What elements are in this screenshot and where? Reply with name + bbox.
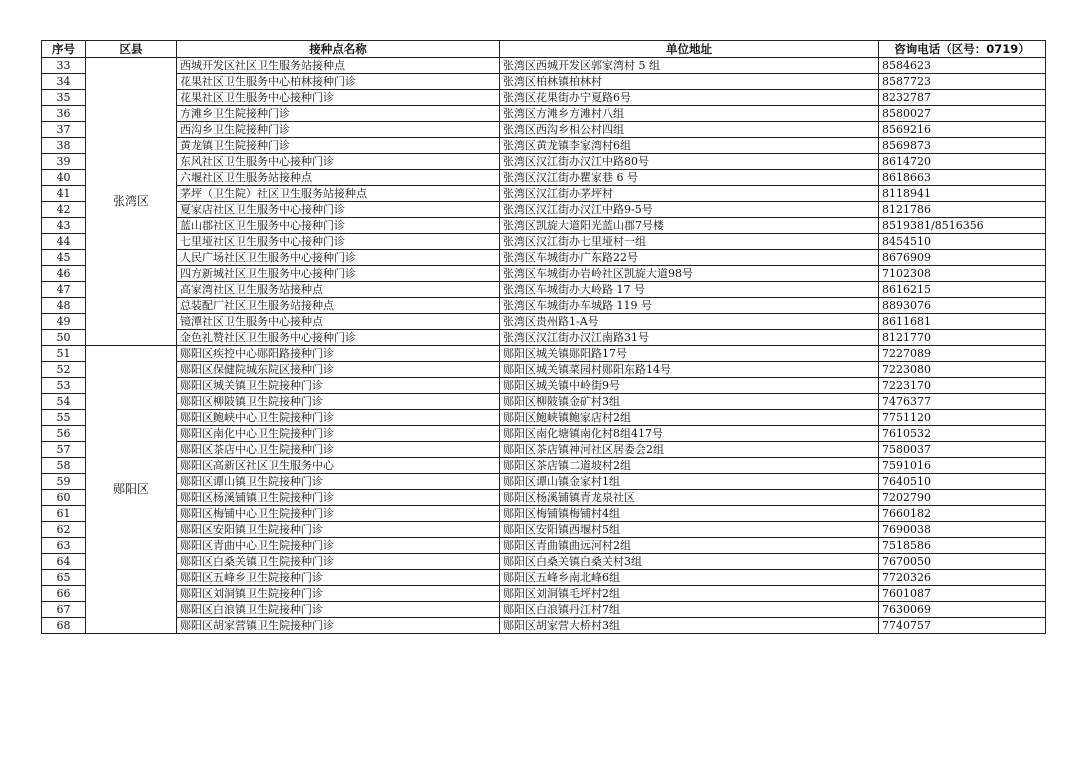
address-cell: 郧阳区城关镇中岭街9号 [500, 378, 879, 394]
phone-cell: 8618663 [879, 170, 1046, 186]
site-name-cell: 郧阳区鲍峡中心卫生院接种门诊 [177, 410, 500, 426]
site-name-cell: 四方新城社区卫生服务中心接种门诊 [177, 266, 500, 282]
site-name-cell: 郧阳区白浪镇卫生院接种门诊 [177, 602, 500, 618]
header-row [42, 41, 1046, 58]
phone-cell: 8569216 [879, 122, 1046, 138]
site-name-cell: 金色礼赞社区卫生服务中心接种门诊 [177, 330, 500, 346]
address-cell: 张湾区车城街办广东路22号 [500, 250, 879, 266]
table-row [42, 458, 1046, 474]
address-cell: 张湾区柏林镇柏林村 [500, 74, 879, 90]
address-cell: 郧阳区青曲镇曲远河村2组 [500, 538, 879, 554]
serial-number-cell: 47 [42, 282, 86, 298]
address-cell: 郧阳区茶店镇二道坡村2组 [500, 458, 879, 474]
phone-cell: 7223170 [879, 378, 1046, 394]
serial-number-cell: 50 [42, 330, 86, 346]
table-row [42, 282, 1046, 298]
phone-cell: 8121786 [879, 202, 1046, 218]
address-cell: 郧阳区刘洞镇毛坪村2组 [500, 586, 879, 602]
address-cell: 张湾区凯旋大道阳光蓝山郡7号楼 [500, 218, 879, 234]
phone-cell: 7640510 [879, 474, 1046, 490]
table-row [42, 394, 1046, 410]
vaccination-site-table-container [41, 40, 1045, 634]
table-row [42, 410, 1046, 426]
table-row [42, 58, 1046, 74]
serial-number-cell: 61 [42, 506, 86, 522]
phone-cell: 8569873 [879, 138, 1046, 154]
address-cell: 张湾区西沟乡相公村四组 [500, 122, 879, 138]
district-cell: 郧阳区 [86, 346, 177, 634]
address-cell: 张湾区汉江街办七里垭村一组 [500, 234, 879, 250]
table-row [42, 442, 1046, 458]
table-row [42, 266, 1046, 282]
phone-cell: 7202790 [879, 490, 1046, 506]
address-cell: 郧阳区胡家营大桥村3组 [500, 618, 879, 634]
site-name-cell: 郧阳区胡家营镇卫生院接种门诊 [177, 618, 500, 634]
header-site-name: 接种点名称 [177, 41, 500, 58]
table-row [42, 74, 1046, 90]
phone-cell: 8584623 [879, 58, 1046, 74]
site-name-cell: 镜潭社区卫生服务中心接种点 [177, 314, 500, 330]
address-cell: 郧阳区谭山镇金家村1组 [500, 474, 879, 490]
serial-number-cell: 52 [42, 362, 86, 378]
table-row [42, 186, 1046, 202]
phone-cell: 8232787 [879, 90, 1046, 106]
site-name-cell: 花果社区卫生服务中心柏林接种门诊 [177, 74, 500, 90]
phone-cell: 8611681 [879, 314, 1046, 330]
site-name-cell: 黄龙镇卫生院接种门诊 [177, 138, 500, 154]
phone-cell: 7751120 [879, 410, 1046, 426]
site-name-cell: 郧阳区南化中心卫生院接种门诊 [177, 426, 500, 442]
site-name-cell: 郧阳区柳陂镇卫生院接种门诊 [177, 394, 500, 410]
site-name-cell: 郧阳区高新区社区卫生服务中心 [177, 458, 500, 474]
serial-number-cell: 65 [42, 570, 86, 586]
site-name-cell: 郧阳区疾控中心郧阳路接种门诊 [177, 346, 500, 362]
phone-cell: 7740757 [879, 618, 1046, 634]
serial-number-cell: 51 [42, 346, 86, 362]
serial-number-cell: 54 [42, 394, 86, 410]
table-row [42, 618, 1046, 634]
table-row [42, 122, 1046, 138]
site-name-cell: 郧阳区保健院城东院区接种门诊 [177, 362, 500, 378]
table-row [42, 250, 1046, 266]
site-name-cell: 郧阳区谭山镇卫生院接种门诊 [177, 474, 500, 490]
serial-number-cell: 49 [42, 314, 86, 330]
serial-number-cell: 46 [42, 266, 86, 282]
table-row [42, 586, 1046, 602]
serial-number-cell: 67 [42, 602, 86, 618]
table-row [42, 106, 1046, 122]
address-cell: 张湾区西城开发区郭家湾村 5 组 [500, 58, 879, 74]
site-name-cell: 六堰社区卫生服务站接种点 [177, 170, 500, 186]
phone-cell: 7591016 [879, 458, 1046, 474]
header-phone: 咨询电话（区号：0719） [879, 41, 1046, 58]
address-cell: 郧阳区五峰乡南北峰6组 [500, 570, 879, 586]
site-name-cell: 东风社区卫生服务中心接种门诊 [177, 154, 500, 170]
serial-number-cell: 33 [42, 58, 86, 74]
phone-cell: 7720326 [879, 570, 1046, 586]
serial-number-cell: 53 [42, 378, 86, 394]
table-row [42, 426, 1046, 442]
table-row [42, 538, 1046, 554]
site-name-cell: 花果社区卫生服务中心接种门诊 [177, 90, 500, 106]
table-row [42, 362, 1046, 378]
table-row [42, 234, 1046, 250]
phone-cell: 8616215 [879, 282, 1046, 298]
address-cell: 郧阳区城关镇郧阳路17号 [500, 346, 879, 362]
address-cell: 郧阳区白浪镇丹江村7组 [500, 602, 879, 618]
table-row [42, 522, 1046, 538]
table-row [42, 554, 1046, 570]
table-row [42, 570, 1046, 586]
phone-cell: 8580027 [879, 106, 1046, 122]
phone-cell: 7518586 [879, 538, 1046, 554]
phone-cell: 7690038 [879, 522, 1046, 538]
address-cell: 郧阳区杨溪铺镇青龙泉社区 [500, 490, 879, 506]
site-name-cell: 西沟乡卫生院接种门诊 [177, 122, 500, 138]
table-row [42, 138, 1046, 154]
serial-number-cell: 40 [42, 170, 86, 186]
site-name-cell: 郧阳区青曲中心卫生院接种门诊 [177, 538, 500, 554]
phone-cell: 8893076 [879, 298, 1046, 314]
address-cell: 郧阳区南化塘镇南化村8组417号 [500, 426, 879, 442]
site-name-cell: 方滩乡卫生院接种门诊 [177, 106, 500, 122]
serial-number-cell: 48 [42, 298, 86, 314]
site-name-cell: 郧阳区刘洞镇卫生院接种门诊 [177, 586, 500, 602]
table-header [42, 41, 1046, 58]
address-cell: 郧阳区柳陂镇金矿村3组 [500, 394, 879, 410]
serial-number-cell: 62 [42, 522, 86, 538]
serial-number-cell: 58 [42, 458, 86, 474]
address-cell: 张湾区方滩乡方滩村八组 [500, 106, 879, 122]
site-name-cell: 郧阳区五峰乡卫生院接种门诊 [177, 570, 500, 586]
phone-cell: 7102308 [879, 266, 1046, 282]
table-row [42, 506, 1046, 522]
site-name-cell: 郧阳区茶店中心卫生院接种门诊 [177, 442, 500, 458]
address-cell: 张湾区贵州路1-A号 [500, 314, 879, 330]
table-row [42, 346, 1046, 362]
site-name-cell: 夏家店社区卫生服务中心接种门诊 [177, 202, 500, 218]
address-cell: 张湾区车城街办大岭路 17 号 [500, 282, 879, 298]
address-cell: 张湾区汉江街办汉江中路80号 [500, 154, 879, 170]
site-name-cell: 七里垭社区卫生服务中心接种门诊 [177, 234, 500, 250]
site-name-cell: 人民广场社区卫生服务中心接种门诊 [177, 250, 500, 266]
phone-cell: 8587723 [879, 74, 1046, 90]
serial-number-cell: 35 [42, 90, 86, 106]
address-cell: 郧阳区茶店镇神河社区居委会2组 [500, 442, 879, 458]
serial-number-cell: 57 [42, 442, 86, 458]
address-cell: 张湾区汉江街办茅坪村 [500, 186, 879, 202]
table-row [42, 298, 1046, 314]
address-cell: 张湾区汉江街办汉江中路9-5号 [500, 202, 879, 218]
phone-cell: 7580037 [879, 442, 1046, 458]
table-row [42, 154, 1046, 170]
serial-number-cell: 55 [42, 410, 86, 426]
site-name-cell: 郧阳区杨溪铺镇卫生院接种门诊 [177, 490, 500, 506]
header-serial-no: 序号 [42, 41, 86, 58]
phone-cell: 8614720 [879, 154, 1046, 170]
table-row [42, 602, 1046, 618]
phone-cell: 7660182 [879, 506, 1046, 522]
serial-number-cell: 39 [42, 154, 86, 170]
phone-cell: 7630069 [879, 602, 1046, 618]
phone-cell: 7227089 [879, 346, 1046, 362]
table-row [42, 314, 1046, 330]
serial-number-cell: 37 [42, 122, 86, 138]
vaccination-site-table [41, 40, 1046, 634]
phone-cell: 8121770 [879, 330, 1046, 346]
serial-number-cell: 41 [42, 186, 86, 202]
header-district: 区县 [86, 41, 177, 58]
table-row [42, 474, 1046, 490]
address-cell: 张湾区车城街办车城路 119 号 [500, 298, 879, 314]
site-name-cell: 蓝山郡社区卫生服务中心接种门诊 [177, 218, 500, 234]
phone-cell: 7670050 [879, 554, 1046, 570]
table-row [42, 490, 1046, 506]
serial-number-cell: 45 [42, 250, 86, 266]
site-name-cell: 总装配厂社区卫生服务站接种点 [177, 298, 500, 314]
serial-number-cell: 60 [42, 490, 86, 506]
serial-number-cell: 63 [42, 538, 86, 554]
header-address: 单位地址 [500, 41, 879, 58]
phone-cell: 8118941 [879, 186, 1046, 202]
table-row [42, 218, 1046, 234]
address-cell: 张湾区汉江街办汉江南路31号 [500, 330, 879, 346]
serial-number-cell: 66 [42, 586, 86, 602]
phone-cell: 7610532 [879, 426, 1046, 442]
serial-number-cell: 64 [42, 554, 86, 570]
serial-number-cell: 42 [42, 202, 86, 218]
serial-number-cell: 68 [42, 618, 86, 634]
site-name-cell: 郧阳区梅铺中心卫生院接种门诊 [177, 506, 500, 522]
phone-cell: 8519381/8516356 [879, 218, 1046, 234]
table-body [42, 58, 1046, 634]
site-name-cell: 西城开发区社区卫生服务站接种点 [177, 58, 500, 74]
serial-number-cell: 59 [42, 474, 86, 490]
table-row [42, 170, 1046, 186]
serial-number-cell: 56 [42, 426, 86, 442]
site-name-cell: 郧阳区白桑关镇卫生院接种门诊 [177, 554, 500, 570]
address-cell: 郧阳区安阳镇西堰村5组 [500, 522, 879, 538]
district-cell: 张湾区 [86, 58, 177, 346]
address-cell: 郧阳区梅铺镇梅铺村4组 [500, 506, 879, 522]
serial-number-cell: 34 [42, 74, 86, 90]
address-cell: 张湾区花果街办宁夏路6号 [500, 90, 879, 106]
serial-number-cell: 43 [42, 218, 86, 234]
site-name-cell: 郧阳区安阳镇卫生院接种门诊 [177, 522, 500, 538]
address-cell: 张湾区汉江街办瞿家巷 6 号 [500, 170, 879, 186]
address-cell: 郧阳区城关镇菜园村郧阳东路14号 [500, 362, 879, 378]
site-name-cell: 茅坪（卫生院）社区卫生服务站接种点 [177, 186, 500, 202]
phone-cell: 8676909 [879, 250, 1046, 266]
address-cell: 郧阳区白桑关镇白桑关村3组 [500, 554, 879, 570]
phone-cell: 7476377 [879, 394, 1046, 410]
phone-cell: 7223080 [879, 362, 1046, 378]
table-row [42, 378, 1046, 394]
address-cell: 张湾区车城街办岩岭社区凯旋大道98号 [500, 266, 879, 282]
table-row [42, 202, 1046, 218]
address-cell: 张湾区黄龙镇李家湾村6组 [500, 138, 879, 154]
address-cell: 郧阳区鲍峡镇鲍家店村2组 [500, 410, 879, 426]
serial-number-cell: 36 [42, 106, 86, 122]
phone-cell: 8454510 [879, 234, 1046, 250]
site-name-cell: 高家湾社区卫生服务站接种点 [177, 282, 500, 298]
serial-number-cell: 38 [42, 138, 86, 154]
serial-number-cell: 44 [42, 234, 86, 250]
phone-cell: 7601087 [879, 586, 1046, 602]
table-row [42, 90, 1046, 106]
table-row [42, 330, 1046, 346]
site-name-cell: 郧阳区城关镇卫生院接种门诊 [177, 378, 500, 394]
